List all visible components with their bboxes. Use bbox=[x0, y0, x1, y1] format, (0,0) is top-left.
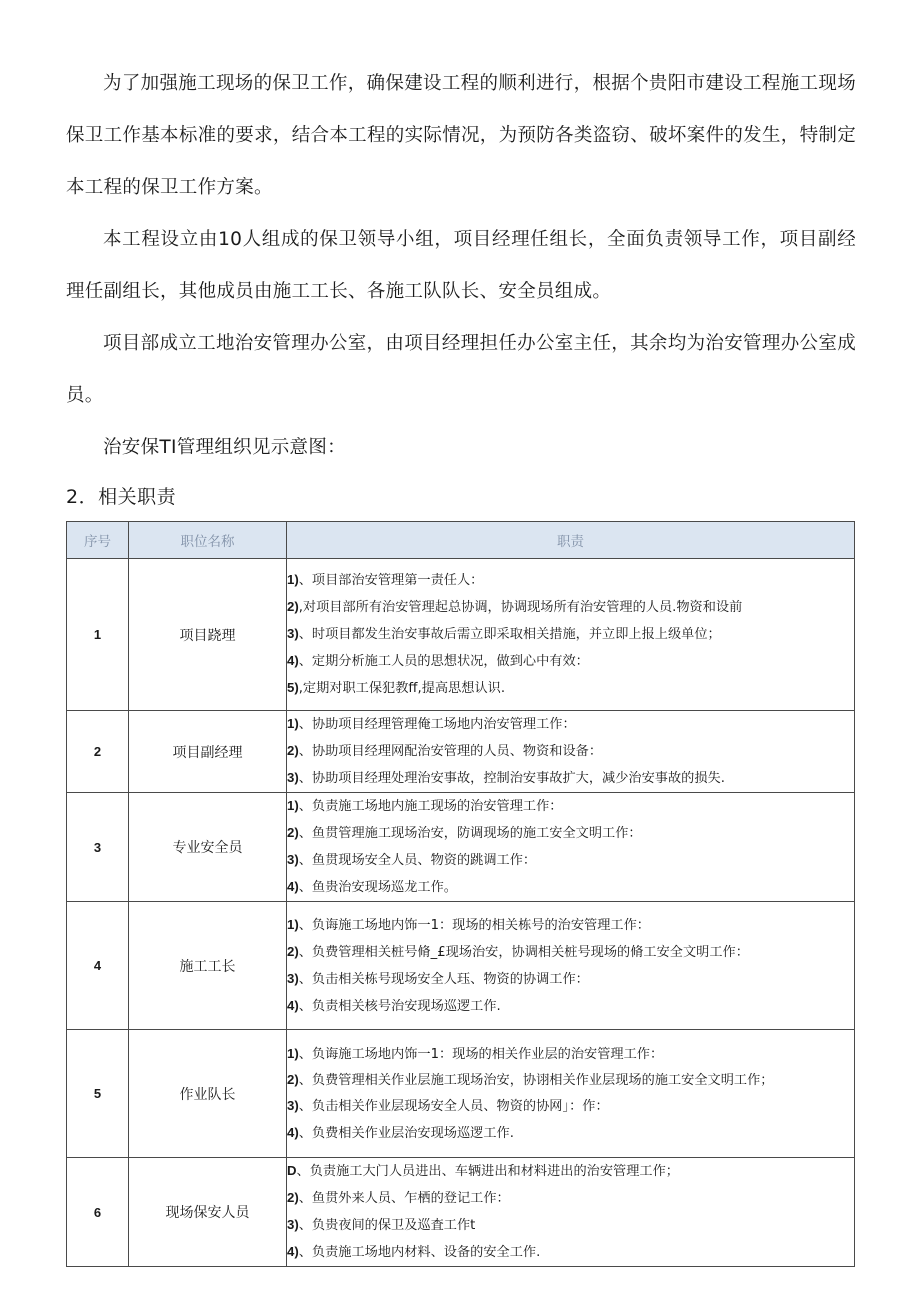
section-title: 2．相关职责 bbox=[66, 486, 177, 508]
header-no: 序号 bbox=[67, 522, 129, 559]
table-row bbox=[67, 711, 855, 793]
position-name: 作业队长 bbox=[129, 1030, 287, 1158]
duty-item: 3)、协助项目经理处理治安事故，控制治安事故扩大，减少治安事故的损失. bbox=[287, 770, 725, 786]
org-chart-reference-paragraph: 治安保TI管理组织见示意图： bbox=[103, 437, 346, 458]
duty-item: 3)、时项目都发生治安事故后需立即采取相关措施，并立即上报上级单位； bbox=[287, 626, 721, 642]
duty-item: 4)、鱼贵治安现场巡龙工作。 bbox=[287, 879, 457, 895]
duty-item: 5),定期对职工保犯教ff,提高思想认识. bbox=[287, 680, 506, 696]
header-duties: 职责 bbox=[287, 522, 855, 559]
table-header-row bbox=[67, 522, 855, 559]
duty-item: 1)、项目部治安管理第一责任人： bbox=[287, 572, 484, 588]
position-name: 现场保安人员 bbox=[129, 1158, 287, 1267]
duty-list bbox=[287, 793, 855, 902]
table-row bbox=[67, 1158, 855, 1267]
row-number: 4 bbox=[67, 902, 129, 1030]
duty-item: 1)、协助项目经理管理俺工场地内治安管理工作： bbox=[287, 716, 576, 732]
duty-item: 3)、负击相关作业层现场安全人员、物资的协网」：作： bbox=[287, 1097, 609, 1114]
duty-item: 4)、负责相关核号治安现场巡逻工作. bbox=[287, 997, 501, 1014]
row-number: 5 bbox=[67, 1030, 129, 1158]
intro-paragraph: 为了加强施工现场的保卫工作，确保建设工程的顺利进行，根据个贵阳市建设工程施工现场保卫工作基本标准的要求，结合本工程的实际情况，为预防各类盗窃、破坏案件的发生，特制定本工程的保卫工作方案。 bbox=[66, 73, 856, 198]
duty-item: 3)、鱼贯现场安全人员、物资的跳调工作： bbox=[287, 852, 537, 868]
duty-list bbox=[287, 1030, 855, 1158]
duty-item: 3)、负贵夜间的保卫及巡査工作t bbox=[287, 1217, 476, 1233]
row-number: 2 bbox=[67, 711, 129, 793]
duty-item: 1)、负诲施工场地内饰一1：现场的相关栋号的治安管理工作： bbox=[287, 916, 650, 933]
duty-list bbox=[287, 711, 855, 793]
duty-list bbox=[287, 559, 855, 711]
header-position: 职位名称 bbox=[129, 522, 287, 559]
table-row bbox=[67, 1030, 855, 1158]
duty-item: 4)、负费相关作业层治安现场巡逻工作. bbox=[287, 1124, 514, 1141]
table-row bbox=[67, 902, 855, 1030]
duty-item: D、负责施工大门人员进出、车辆进出和材料进出的治安管理工作； bbox=[287, 1163, 679, 1179]
row-number: 3 bbox=[67, 793, 129, 902]
duty-item: 2)、鱼贯管理施工现场治安，防调现场的施工安全文明工作： bbox=[287, 825, 642, 841]
duty-list bbox=[287, 1158, 855, 1267]
position-name: 施工工长 bbox=[129, 902, 287, 1030]
row-number: 1 bbox=[67, 559, 129, 711]
duty-list bbox=[287, 902, 855, 1030]
duty-item: 3)、负击相关栋号现场安全人珏、物资的协调工作： bbox=[287, 970, 589, 987]
duty-item: 2)、负费管理相关作业层施工现场治安，协诩相关作业层现场的施工安全文明工作； bbox=[287, 1071, 774, 1088]
row-number: 6 bbox=[67, 1158, 129, 1267]
duties-table bbox=[66, 521, 855, 1267]
security-office-paragraph: 项目部成立工地治安管理办公室，由项目经理担任办公室主任，其余均为治安管理办公室成员。 bbox=[66, 333, 856, 406]
position-name: 项目副经理 bbox=[129, 711, 287, 793]
duty-item: 4)、负责施工场地内材料、设备的安全工作. bbox=[287, 1244, 541, 1260]
duty-item: 4)、定期分析施工人员的思想状况，做到心中有效： bbox=[287, 653, 589, 669]
duty-item: 2)、鱼贯外来人员、乍栖的登记工作： bbox=[287, 1190, 510, 1206]
duty-item: 2)、协助项目经理网配治安管理的人员、物资和设备： bbox=[287, 743, 603, 759]
duty-item: 1)、负诲施工场地内饰一1：现场的相关作业层的治安管理工作： bbox=[287, 1045, 664, 1062]
leadership-group-paragraph: 本工程设立由10人组成的保卫领导小组，项目经理任组长，全面负责领导工作，项目副经理任副组长，其他成员由施工工长、各施工队队长、安全员组成。 bbox=[66, 229, 856, 302]
duty-item: 1)、负责施工场地内施工现场的治安管理工作： bbox=[287, 798, 563, 814]
position-name: 专业安全员 bbox=[129, 793, 287, 902]
duty-item: 2)、负费管理相关桩号脩_£现场治安，协调相关桩号现场的脩工安全文明工作： bbox=[287, 943, 749, 960]
duty-item: 2),对项目部所有治安管理起总协调，协调现场所有治安管理的人员.物资和设前 bbox=[287, 599, 743, 615]
table-row bbox=[67, 559, 855, 711]
table-row bbox=[67, 793, 855, 902]
position-name: 项目跷理 bbox=[129, 559, 287, 711]
